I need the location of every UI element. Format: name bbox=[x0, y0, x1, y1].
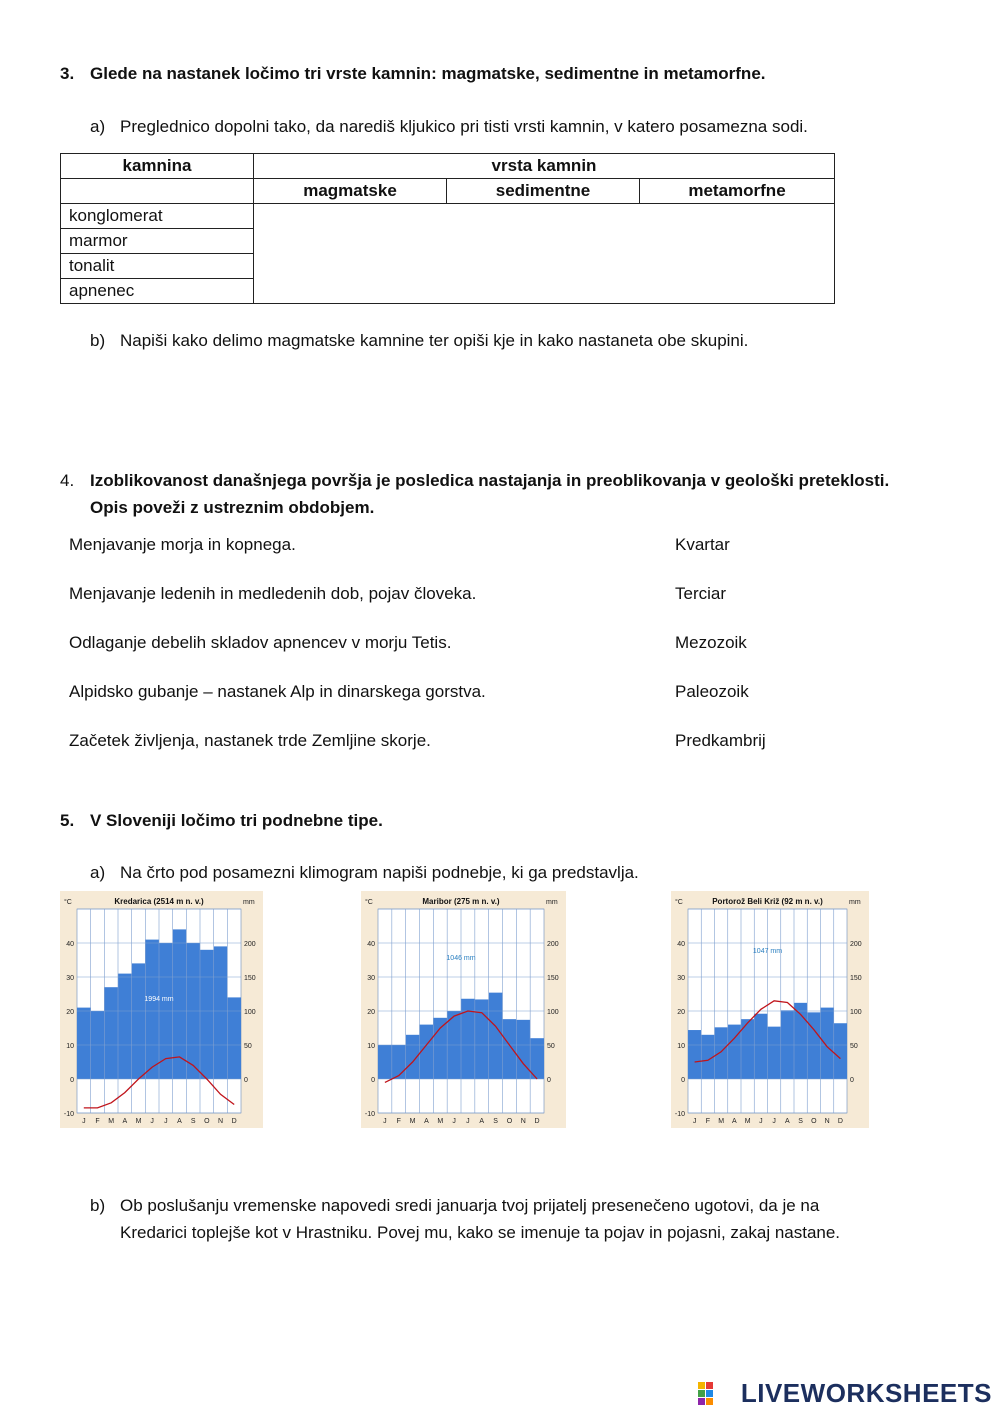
precipitation-bar bbox=[475, 999, 489, 1079]
matching-period[interactable]: Terciar bbox=[675, 584, 727, 603]
temperature-tick-label: -10 bbox=[63, 1111, 74, 1118]
matching-period[interactable]: Predkambrij bbox=[675, 731, 766, 750]
table-row-rock: apnenec bbox=[61, 279, 254, 304]
precipitation-bar bbox=[715, 1027, 728, 1079]
temperature-unit-label: °C bbox=[64, 899, 72, 906]
subquestion-text: Napiši kako delimo magmatske kamnine ter opiši kje in kako nastaneta obe skupini. bbox=[120, 331, 749, 350]
month-label: S bbox=[493, 1118, 498, 1125]
question-5b bbox=[90, 1192, 940, 1246]
climograph-svg bbox=[60, 891, 263, 1128]
subquestion-label: b) bbox=[90, 331, 106, 350]
precipitation-tick-label: 100 bbox=[244, 1009, 256, 1016]
question-3a bbox=[90, 113, 970, 140]
precipitation-tick-label: 150 bbox=[244, 975, 256, 982]
precipitation-tick-label: 200 bbox=[547, 941, 559, 948]
month-label: O bbox=[204, 1118, 210, 1125]
precipitation-unit-label: mm bbox=[243, 899, 255, 906]
temperature-tick-label: 40 bbox=[677, 941, 685, 948]
month-label: O bbox=[506, 1118, 513, 1125]
month-label: J bbox=[383, 1118, 387, 1125]
climograph-svg bbox=[671, 891, 869, 1128]
month-label: A bbox=[177, 1118, 182, 1125]
precipitation-bar bbox=[768, 1027, 781, 1079]
matching-row bbox=[69, 682, 869, 708]
month-label: J bbox=[150, 1118, 154, 1125]
precipitation-unit-label: mm bbox=[546, 899, 558, 906]
month-label: F bbox=[95, 1118, 100, 1125]
precipitation-tick-label: 50 bbox=[547, 1043, 555, 1050]
precipitation-tick-label: 150 bbox=[547, 975, 559, 982]
precipitation-tick-label: 100 bbox=[547, 1009, 559, 1016]
month-label: S bbox=[190, 1118, 196, 1125]
precipitation-tick-label: 150 bbox=[850, 975, 862, 982]
temperature-tick-label: 30 bbox=[677, 975, 685, 982]
matching-period[interactable]: Kvartar bbox=[675, 535, 730, 554]
table-row-rock: marmor bbox=[61, 229, 254, 254]
table-header-rock: kamnina bbox=[61, 154, 254, 179]
temperature-tick-label: 30 bbox=[66, 975, 74, 982]
question-number: 4. bbox=[60, 471, 75, 490]
climograph-svg bbox=[361, 891, 566, 1128]
precipitation-tick-label: 200 bbox=[244, 941, 256, 948]
month-label: M bbox=[718, 1118, 725, 1125]
precipitation-unit-label: mm bbox=[849, 899, 861, 906]
climograph-kredarica bbox=[60, 891, 263, 1128]
month-label: N bbox=[824, 1118, 830, 1125]
precipitation-bar bbox=[378, 1045, 392, 1079]
subquestion-text: Preglednico dopolni tako, da narediš kljukico pri tisti vrsti kamnin, v katero posamezna sodi. bbox=[120, 117, 808, 136]
temperature-tick-label: 30 bbox=[367, 975, 375, 982]
month-label: M bbox=[744, 1118, 751, 1125]
chart-title: Portorož Beli Križ (92 m n. v.) bbox=[712, 897, 823, 906]
temperature-tick-label: 20 bbox=[677, 1009, 685, 1016]
month-label: O bbox=[811, 1118, 817, 1125]
precipitation-tick-label: 0 bbox=[850, 1077, 854, 1084]
subquestion-label: b) bbox=[90, 1196, 106, 1215]
precipitation-tick-label: 0 bbox=[547, 1077, 551, 1084]
matching-description[interactable]: Menjavanje morja in kopnega. bbox=[69, 535, 296, 554]
matching-row bbox=[69, 584, 869, 610]
precipitation-tick-label: 50 bbox=[244, 1043, 252, 1050]
month-label: M bbox=[135, 1118, 142, 1125]
chart-title: Maribor (275 m n. v.) bbox=[422, 897, 500, 906]
temperature-tick-label: 40 bbox=[367, 941, 375, 948]
subquestion-text-line2: Kredarici toplejše kot v Hrastniku. Povej mu, kako se imenuje ta pojav in pojasni, zakaj nastane. bbox=[120, 1223, 841, 1242]
precipitation-bar bbox=[392, 1045, 406, 1079]
precipitation-bar bbox=[132, 963, 146, 1079]
question-text: V Sloveniji ločimo tri podnebne tipe. bbox=[90, 811, 383, 830]
temperature-tick-label: 40 bbox=[66, 941, 74, 948]
subquestion-text: Na črto pod posamezni klimogram napiši podnebje, ki ga predstavlja. bbox=[120, 863, 639, 882]
subquestion-label: a) bbox=[90, 863, 106, 882]
month-label: J bbox=[772, 1118, 776, 1125]
precipitation-bar bbox=[834, 1023, 847, 1079]
question-4-heading bbox=[60, 467, 960, 521]
precipitation-bar bbox=[516, 1020, 530, 1079]
climograph-maribor bbox=[361, 891, 566, 1128]
precipitation-tick-label: 0 bbox=[244, 1077, 248, 1084]
liveworksheets-logo-icon bbox=[698, 1382, 722, 1406]
precipitation-bar bbox=[104, 987, 118, 1079]
temperature-tick-label: 10 bbox=[677, 1043, 685, 1050]
table-header-empty bbox=[61, 179, 254, 204]
matching-description[interactable]: Odlaganje debelih skladov apnencev v morju Tetis. bbox=[69, 633, 452, 652]
precipitation-bar bbox=[503, 1019, 517, 1079]
temperature-tick-label: 0 bbox=[70, 1077, 74, 1084]
question-5-heading bbox=[60, 807, 960, 834]
answer-area[interactable] bbox=[254, 204, 835, 304]
precipitation-tick-label: 100 bbox=[850, 1009, 862, 1016]
temperature-unit-label: °C bbox=[365, 899, 373, 906]
question-5a bbox=[90, 859, 970, 886]
month-label: J bbox=[452, 1118, 456, 1125]
table-row-rock: konglomerat bbox=[61, 204, 254, 229]
precipitation-bar bbox=[489, 993, 503, 1079]
month-label: M bbox=[437, 1118, 444, 1125]
temperature-tick-label: 10 bbox=[66, 1043, 74, 1050]
precipitation-bar bbox=[77, 1008, 91, 1079]
table-row-rock: tonalit bbox=[61, 254, 254, 279]
table-subheader-magmatic: magmatske bbox=[254, 179, 447, 204]
month-label: J bbox=[466, 1118, 470, 1125]
question-number: 3. bbox=[60, 64, 75, 83]
month-label: F bbox=[396, 1118, 401, 1125]
month-label: J bbox=[164, 1118, 168, 1125]
table-subheader-metamorphic: metamorfne bbox=[640, 179, 835, 204]
month-label: A bbox=[479, 1118, 485, 1125]
month-label: A bbox=[424, 1118, 429, 1125]
precipitation-bar bbox=[433, 1018, 447, 1079]
precipitation-bar bbox=[807, 1012, 820, 1079]
matching-period[interactable]: Mezozoik bbox=[675, 633, 747, 652]
month-label: A bbox=[785, 1118, 790, 1125]
precipitation-bar bbox=[688, 1030, 701, 1079]
precipitation-bar bbox=[227, 997, 241, 1079]
precipitation-bar bbox=[118, 974, 132, 1079]
question-3-heading bbox=[60, 60, 960, 87]
month-label: D bbox=[837, 1118, 843, 1125]
liveworksheets-brand: LIVEWORKSHEETS bbox=[740, 1378, 992, 1408]
precipitation-tick-label: 50 bbox=[850, 1043, 858, 1050]
month-label: J bbox=[692, 1118, 697, 1125]
month-label: S bbox=[798, 1118, 803, 1125]
precipitation-bar bbox=[754, 1014, 767, 1079]
month-label: N bbox=[217, 1118, 224, 1125]
table-header-type: vrsta kamnin bbox=[254, 154, 835, 179]
temperature-tick-label: 10 bbox=[367, 1043, 375, 1050]
temperature-tick-label: -10 bbox=[674, 1111, 685, 1118]
month-label: N bbox=[520, 1118, 526, 1125]
month-label: J bbox=[82, 1118, 86, 1125]
temperature-tick-label: 20 bbox=[66, 1009, 74, 1016]
question-3b bbox=[90, 327, 970, 354]
question-number: 5. bbox=[60, 811, 75, 830]
matching-description[interactable]: Menjavanje ledenih in medledenih dob, pojav človeka. bbox=[69, 584, 477, 603]
matching-row bbox=[69, 535, 869, 561]
temperature-unit-label: °C bbox=[675, 899, 683, 906]
annual-precipitation-label: 1047 mm bbox=[752, 948, 783, 956]
rock-type-table bbox=[60, 153, 835, 304]
month-label: M bbox=[108, 1118, 115, 1125]
precipitation-bar bbox=[200, 950, 214, 1079]
matching-row bbox=[69, 731, 869, 757]
month-label: D bbox=[534, 1118, 540, 1125]
matching-period[interactable]: Paleozoik bbox=[675, 682, 749, 701]
temperature-tick-label: 0 bbox=[681, 1077, 685, 1084]
question-text: Glede na nastanek ločimo tri vrste kamnin: magmatske, sedimentne in metamorfne. bbox=[90, 64, 766, 83]
annual-precipitation-label: 1046 mm bbox=[446, 955, 476, 962]
matching-description[interactable]: Alpidsko gubanje – nastanek Alp in dinarskega gorstva. bbox=[69, 682, 486, 701]
month-label: M bbox=[409, 1118, 416, 1125]
question-text-line2: Opis poveži z ustreznim obdobjem. bbox=[90, 498, 375, 517]
matching-description[interactable]: Začetek življenja, nastanek trde Zemljine skorje. bbox=[69, 731, 431, 750]
precipitation-bar bbox=[781, 1010, 794, 1079]
month-label: A bbox=[122, 1118, 128, 1125]
precipitation-tick-label: 200 bbox=[850, 941, 862, 948]
month-label: A bbox=[732, 1118, 737, 1125]
precipitation-bar bbox=[145, 940, 159, 1079]
question-text: Izoblikovanost današnjega površja je posledica nastajanja in preoblikovanja v geološki preteklosti. bbox=[90, 471, 890, 490]
month-label: D bbox=[231, 1118, 237, 1125]
temperature-tick-label: 20 bbox=[367, 1009, 375, 1016]
month-label: F bbox=[705, 1118, 711, 1125]
chart-title: Kredarica (2514 m n. v.) bbox=[114, 897, 204, 906]
climograph-portoroz bbox=[671, 891, 869, 1128]
temperature-tick-label: 0 bbox=[371, 1077, 375, 1084]
month-label: J bbox=[759, 1118, 763, 1125]
subquestion-text: Ob poslušanju vremenske napovedi sredi januarja tvoj prijatelj presenečeno ugotovi, da je na bbox=[120, 1196, 820, 1215]
precipitation-bar bbox=[214, 946, 228, 1079]
annual-precipitation-label: 1994 mm bbox=[144, 995, 174, 1003]
subquestion-label: a) bbox=[90, 117, 106, 136]
temperature-tick-label: -10 bbox=[364, 1111, 375, 1118]
table-subheader-sedimentary: sedimentne bbox=[447, 179, 640, 204]
precipitation-bar bbox=[821, 1008, 834, 1079]
matching-row bbox=[69, 633, 869, 659]
